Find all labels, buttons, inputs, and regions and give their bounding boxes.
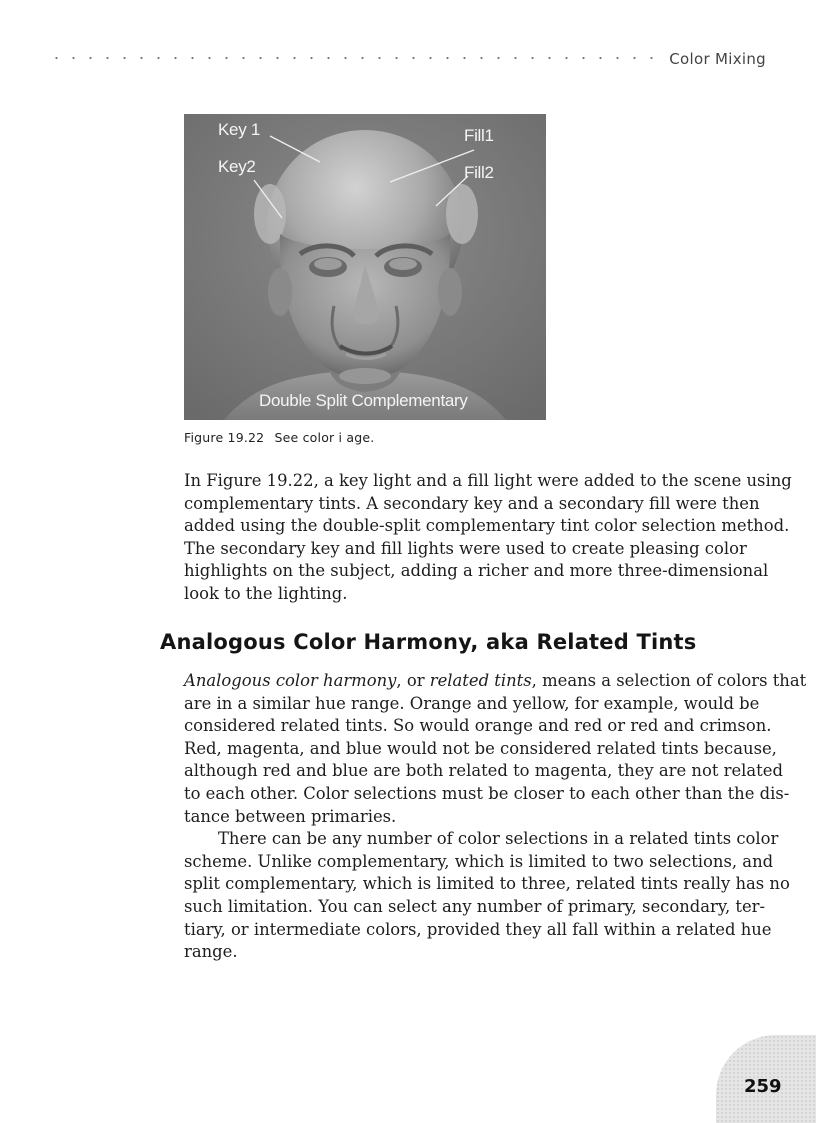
figure-title-label: Double Split Complementary — [259, 391, 468, 410]
figure-caption-text: See color i age. — [274, 430, 375, 445]
text-fragment: , or — [396, 671, 430, 690]
fill1-label: Fill1 — [464, 126, 494, 145]
text-line: added using the double-split complementary tint color selection method. — [184, 516, 790, 536]
text-fragment: , means a selection of colors that — [531, 671, 807, 690]
paragraph-analogous — [184, 670, 807, 964]
term-related-tints: related tints — [429, 671, 532, 690]
figure-number: Figure 19.22 — [184, 430, 265, 445]
text-line: look to the lighting. — [184, 583, 348, 603]
text-line: although red and blue are both related to magenta, they are not related — [184, 761, 783, 781]
text-line: Red, magenta, and blue would not be considered related tints because, — [184, 738, 777, 758]
text-line-first — [184, 670, 807, 693]
fill2-label: Fill2 — [464, 163, 494, 182]
text-line: are in a similar hue range. Orange and yellow, for example, would be — [184, 693, 760, 713]
key1-label: Key 1 — [218, 120, 260, 139]
running-head-title: Color Mixing — [669, 50, 766, 68]
text-line: range. — [184, 942, 238, 962]
figure-caption — [184, 430, 374, 445]
text-line: There can be any number of color selections in a related tints color — [218, 829, 779, 849]
paragraph-figure-description — [184, 470, 792, 606]
text-line: to each other. Color selections must be closer to each other than the dis- — [184, 783, 790, 803]
term-analogous-color-harmony: Analogous color harmony — [184, 671, 397, 690]
text-line: such limitation. You can select any number of primary, secondary, ter- — [184, 896, 766, 916]
text-line: split complementary, which is limited to three, related tints really has no — [184, 874, 790, 894]
dot-leader — [48, 52, 663, 64]
key2-label: Key2 — [218, 157, 256, 176]
text-line: considered related tints. So would orange and red or red and crimson. — [184, 716, 772, 736]
text-line: The secondary key and fill lights were used to create pleasing color — [184, 538, 747, 558]
figure-19-22 — [184, 114, 546, 420]
section-heading: Analogous Color Harmony, aka Related Tints — [160, 630, 697, 654]
text-line: In Figure 19.22, a key light and a fill light were added to the scene using — [184, 471, 792, 490]
text-line: highlights on the subject, adding a richer and more three-dimensional — [184, 561, 769, 581]
page-number: 259 — [744, 1076, 782, 1097]
text-line: complementary tints. A secondary key and a secondary fill were then — [184, 493, 760, 513]
text-line: tiary, or intermediate colors, provided they all fall within a related hue — [184, 919, 772, 939]
text-line: scheme. Unlike complementary, which is limited to two selections, and — [184, 851, 774, 871]
running-head — [48, 50, 766, 68]
text-line: tance between primaries. — [184, 806, 397, 826]
